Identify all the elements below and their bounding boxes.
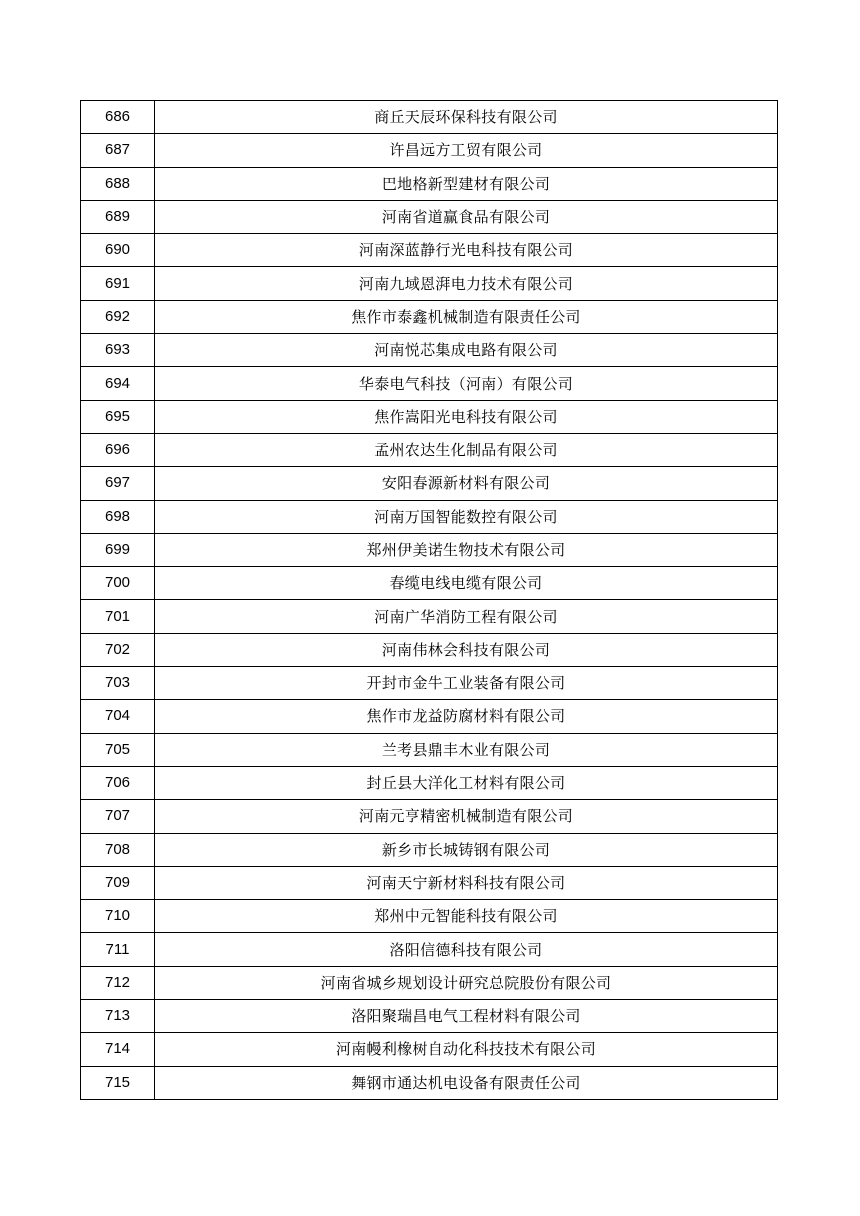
table-row [81,467,778,500]
table-row [81,533,778,566]
table-row [81,1066,778,1099]
row-number-cell: 701 [81,600,155,633]
company-name-cell: 焦作嵩阳光电科技有限公司 [155,400,778,433]
table-row [81,866,778,899]
row-number-cell: 714 [81,1033,155,1066]
table-row [81,300,778,333]
row-number-cell: 699 [81,533,155,566]
row-number-cell: 703 [81,667,155,700]
row-number-cell: 700 [81,567,155,600]
row-number-cell: 693 [81,334,155,367]
company-name-cell: 河南天宁新材料科技有限公司 [155,866,778,899]
table-row [81,200,778,233]
row-number-cell: 711 [81,933,155,966]
company-name-cell: 舞钢市通达机电设备有限责任公司 [155,1066,778,1099]
row-number-cell: 690 [81,234,155,267]
company-name-cell: 焦作市泰鑫机械制造有限责任公司 [155,300,778,333]
row-number-cell: 702 [81,633,155,666]
row-number-cell: 704 [81,700,155,733]
table-row [81,101,778,134]
row-number-cell: 715 [81,1066,155,1099]
row-number-cell: 708 [81,833,155,866]
row-number-cell: 696 [81,433,155,466]
company-name-cell: 华泰电气科技（河南）有限公司 [155,367,778,400]
row-number-cell: 687 [81,134,155,167]
company-name-cell: 商丘天辰环保科技有限公司 [155,101,778,134]
company-name-cell: 河南省城乡规划设计研究总院股份有限公司 [155,966,778,999]
row-number-cell: 688 [81,167,155,200]
table-row [81,234,778,267]
company-name-cell: 河南伟林会科技有限公司 [155,633,778,666]
row-number-cell: 705 [81,733,155,766]
company-name-cell: 河南省道赢食品有限公司 [155,200,778,233]
table-row [81,500,778,533]
company-name-cell: 河南深蓝静行光电科技有限公司 [155,234,778,267]
table-row [81,134,778,167]
company-name-cell: 河南九域恩湃电力技术有限公司 [155,267,778,300]
company-name-cell: 焦作市龙益防腐材料有限公司 [155,700,778,733]
row-number-cell: 712 [81,966,155,999]
row-number-cell: 695 [81,400,155,433]
table-row [81,334,778,367]
table-row [81,267,778,300]
table-row [81,567,778,600]
row-number-cell: 710 [81,900,155,933]
table-body [81,101,778,1100]
table-row [81,633,778,666]
row-number-cell: 692 [81,300,155,333]
company-name-cell: 新乡市长城铸钢有限公司 [155,833,778,866]
table-row [81,400,778,433]
company-name-cell: 郑州伊美诺生物技术有限公司 [155,533,778,566]
company-name-cell: 安阳春源新材料有限公司 [155,467,778,500]
table-row [81,966,778,999]
company-name-cell: 郑州中元智能科技有限公司 [155,900,778,933]
row-number-cell: 698 [81,500,155,533]
table-row [81,600,778,633]
company-name-cell: 巴地格新型建材有限公司 [155,167,778,200]
company-name-cell: 洛阳聚瑞昌电气工程材料有限公司 [155,1000,778,1033]
table-row [81,433,778,466]
table-row [81,933,778,966]
company-name-cell: 封丘县大洋化工材料有限公司 [155,766,778,799]
row-number-cell: 713 [81,1000,155,1033]
company-name-cell: 河南悦芯集成电路有限公司 [155,334,778,367]
company-name-cell: 孟州农达生化制品有限公司 [155,433,778,466]
row-number-cell: 694 [81,367,155,400]
row-number-cell: 691 [81,267,155,300]
company-name-cell: 开封市金牛工业装备有限公司 [155,667,778,700]
company-name-cell: 许昌远方工贸有限公司 [155,134,778,167]
table-row [81,800,778,833]
table-row [81,700,778,733]
table-row [81,833,778,866]
table-row [81,766,778,799]
company-name-cell: 河南万国智能数控有限公司 [155,500,778,533]
table-row [81,1033,778,1066]
company-list-table [80,100,778,1100]
company-name-cell: 洛阳信德科技有限公司 [155,933,778,966]
company-name-cell: 河南幔利橡树自动化科技技术有限公司 [155,1033,778,1066]
table-row [81,1000,778,1033]
table-row [81,367,778,400]
company-name-cell: 春缆电线电缆有限公司 [155,567,778,600]
row-number-cell: 697 [81,467,155,500]
row-number-cell: 707 [81,800,155,833]
table-row [81,733,778,766]
company-name-cell: 河南元亨精密机械制造有限公司 [155,800,778,833]
row-number-cell: 706 [81,766,155,799]
table-row [81,900,778,933]
row-number-cell: 689 [81,200,155,233]
company-name-cell: 河南广华消防工程有限公司 [155,600,778,633]
row-number-cell: 709 [81,866,155,899]
row-number-cell: 686 [81,101,155,134]
company-name-cell: 兰考县鼎丰木业有限公司 [155,733,778,766]
table-row [81,167,778,200]
table-row [81,667,778,700]
